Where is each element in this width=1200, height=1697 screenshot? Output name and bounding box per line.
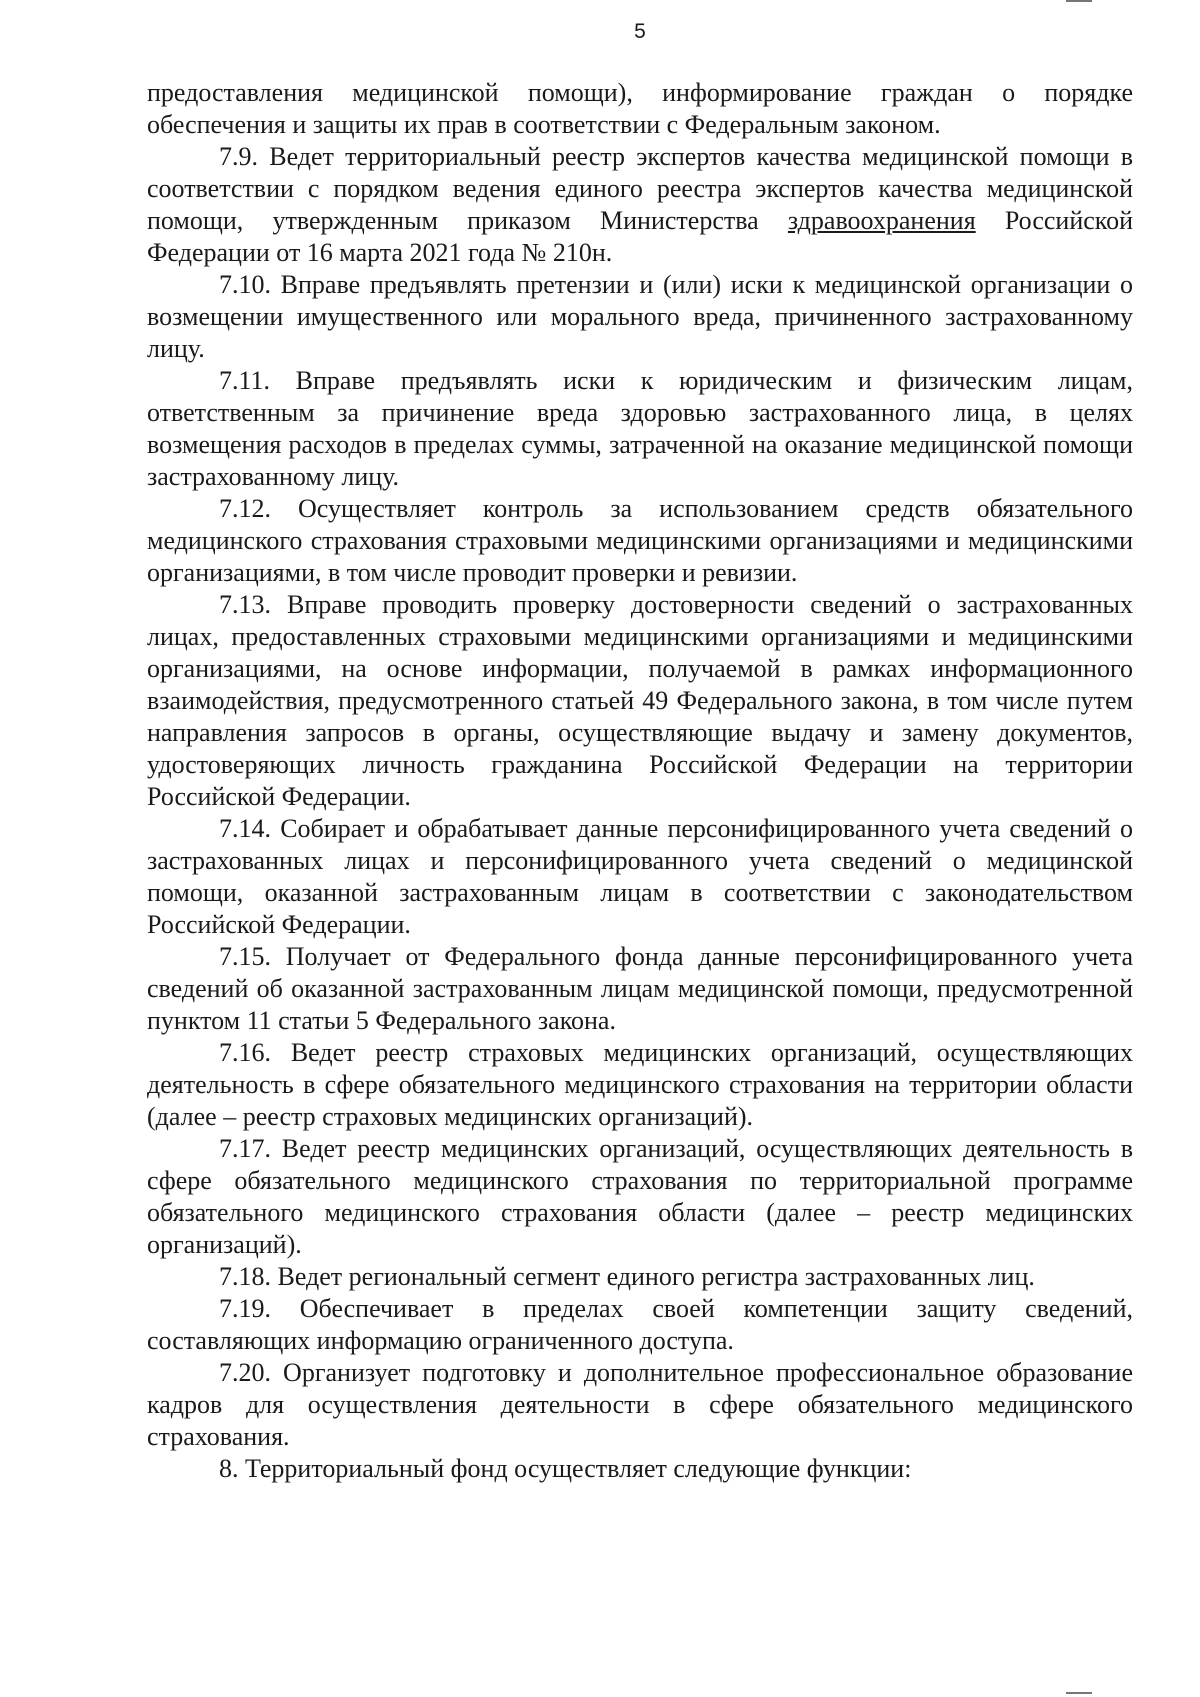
paragraph-7-9 bbox=[147, 141, 1133, 269]
paragraph-7-9-text: 7.9. Ведет территориальный реестр экспертов качества медицинской помощи в соответствии с порядком ведения единого реестра экспертов качества медицинской помощи, утвержденным приказом Министерства bbox=[147, 142, 1133, 235]
paragraph-7-15: 7.15. Получает от Федерального фонда данные персонифицированного учета сведений об оказанной застрахованным лицам медицинской помощи, предусмотренной пунктом 11 статьи 5 Федерального закона. bbox=[147, 942, 1133, 1035]
paragraph-7-9-tail: Российской Федерации от 16 марта 2021 года № 210н. bbox=[147, 206, 1133, 267]
underlined-word: здравоохранения bbox=[787, 206, 976, 235]
paragraph-7-19: 7.19. Обеспечивает в пределах своей компетенции защиту сведений, составляющих информацию ограниченного доступа. bbox=[147, 1294, 1133, 1355]
paragraph-7-18: 7.18. Ведет региональный сегмент единого регистра застрахованных лиц. bbox=[219, 1262, 1035, 1291]
scan-mark-top bbox=[1066, 0, 1092, 2]
paragraph-8: 8. Территориальный фонд осуществляет следующие функции: bbox=[219, 1454, 912, 1483]
document-body bbox=[147, 77, 1133, 1485]
paragraph-7-13: 7.13. Вправе проводить проверку достоверности сведений о застрахованных лицах, предоставленных страховыми медицинскими организациями и медицинскими организациями, на основе информации, получаемой в рамках информационного взаимодействия, предусмотренного статьей 49 Федерального закона, в том числе путем направления запросов в органы, осуществляющие выдачу и замену документов, удостоверяющих личность гражданина Российской Федерации на территории Российской Федерации. bbox=[147, 590, 1133, 811]
paragraph-7-17: 7.17. Ведет реестр медицинских организаций, осуществляющих деятельность в сфере обязательного медицинского страхования по территориальной программе обязательного медицинского страхования области (далее – реестр медицинских организаций). bbox=[147, 1134, 1133, 1259]
paragraph-7-14: 7.14. Собирает и обрабатывает данные персонифицированного учета сведений о застрахованных лицах и персонифицированного учета сведений о медицинской помощи, оказанной застрахованным лицам в соответствии с законодательством Российской Федерации. bbox=[147, 814, 1133, 939]
paragraph-7-8-continuation: предоставления медицинской помощи), информирование граждан о порядке обеспечения и защиты их прав в соответствии с Федеральным законом. bbox=[147, 78, 1133, 139]
scan-mark-bottom bbox=[1066, 1692, 1092, 1694]
page-number: 5 bbox=[634, 20, 646, 43]
paragraph-7-10: 7.10. Вправе предъявлять претензии и (или) иски к медицинской организации о возмещении имущественного или морального вреда, причиненного застрахованному лицу. bbox=[147, 270, 1133, 363]
paragraph-7-11: 7.11. Вправе предъявлять иски к юридическим и физическим лицам, ответственным за причинение вреда здоровью застрахованного лица, в целях возмещения расходов в пределах суммы, затраченной на оказание медицинской помощи застрахованному лицу. bbox=[147, 366, 1133, 491]
paragraph-7-12: 7.12. Осуществляет контроль за использованием средств обязательного медицинского страхования страховыми медицинскими организациями и медицинскими организациями, в том числе проводит проверки и ревизии. bbox=[147, 494, 1133, 587]
paragraph-7-16: 7.16. Ведет реестр страховых медицинских организаций, осуществляющих деятельность в сфере обязательного медицинского страхования на территории области (далее – реестр страховых медицинских организаций). bbox=[147, 1038, 1133, 1131]
paragraph-7-20: 7.20. Организует подготовку и дополнительное профессиональное образование кадров для осуществления деятельности в сфере обязательного медицинского страхования. bbox=[147, 1358, 1133, 1451]
